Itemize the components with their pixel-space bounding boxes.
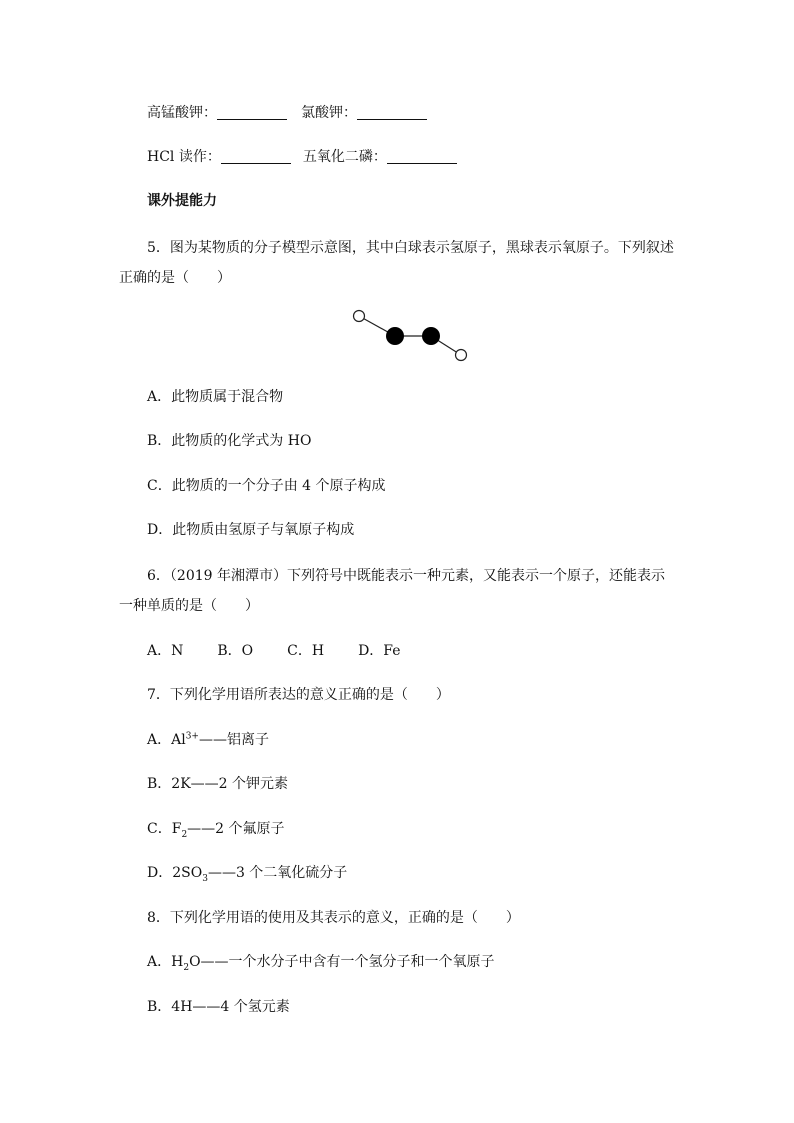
q7-option-c-subscript: 2 xyxy=(181,829,188,840)
section-title: 课外提能力 xyxy=(147,193,217,209)
q7-option-b[interactable]: B．2K——2 个钾元素 xyxy=(147,776,289,792)
q5-option-d[interactable]: D．此物质由氢原子与氧原子构成 xyxy=(147,522,355,538)
q5-option-c[interactable]: C．此物质的一个分子由 4 个原子构成 xyxy=(147,478,386,494)
fill-in-row-2 xyxy=(147,148,457,166)
fill-in-row-1 xyxy=(147,104,427,122)
q6-options-row xyxy=(147,642,401,660)
molecule-diagram xyxy=(340,305,475,365)
kmno4-answer-blank[interactable] xyxy=(217,105,287,120)
q7-option-c-symbol: C．F xyxy=(147,821,182,837)
q8-option-b[interactable]: B．4H——4 个氢元素 xyxy=(147,999,290,1015)
q6-stem-line-2: 一种单质的是（ ） xyxy=(119,598,259,614)
q7-option-c-meaning: ——2 个氟原子 xyxy=(187,821,285,837)
q6-option-c[interactable]: C．H xyxy=(287,643,325,659)
q8-option-a[interactable] xyxy=(147,953,495,971)
q5-option-a[interactable]: A．此物质属于混合物 xyxy=(147,389,284,405)
kmno4-label: 高锰酸钾： xyxy=(147,105,217,121)
oxygen-atom xyxy=(386,327,404,345)
q6-stem-line-1: 6．（2019 年湘潭市）下列符号中既能表示一种元素，又能表示一个原子，还能表示 xyxy=(147,568,665,584)
hydrogen-atom xyxy=(354,311,365,322)
q6-option-a[interactable]: A．N xyxy=(147,643,184,659)
q7-option-a[interactable] xyxy=(147,731,269,749)
p2o5-label: 五氧化二磷： xyxy=(302,149,387,165)
kclo3-answer-blank[interactable] xyxy=(357,105,427,120)
q5-option-b[interactable]: B．此物质的化学式为 HO xyxy=(147,433,312,449)
q7-option-d-meaning: ——3 个二氧化硫分子 xyxy=(207,865,348,881)
q8-option-a-meaning: O——一个水分子中含有一个氢分子和一个氧原子 xyxy=(189,954,495,970)
q7-option-d[interactable] xyxy=(147,864,347,882)
hcl-reading-label: HCl 读作： xyxy=(147,149,221,165)
q7-option-c[interactable] xyxy=(147,820,285,838)
q8-option-a-symbol: A．H xyxy=(147,954,184,970)
q5-stem-line-2: 正确的是（ ） xyxy=(119,270,231,286)
q6-option-d[interactable]: D．Fe xyxy=(358,643,401,659)
q6-option-b[interactable]: B．O xyxy=(217,643,254,659)
oxygen-atom xyxy=(422,327,440,345)
kclo3-label: 氯酸钾： xyxy=(301,105,357,121)
q5-stem-line-1: 5．图为某物质的分子模型示意图，其中白球表示氢原子，黑球表示氧原子。下列叙述 xyxy=(147,240,674,256)
q8-option-a-subscript: 2 xyxy=(183,962,190,973)
hcl-answer-blank[interactable] xyxy=(221,149,291,164)
q7-option-a-symbol: A．Al xyxy=(147,732,186,748)
q7-option-d-subscript: 3 xyxy=(202,873,208,884)
q8-stem: 8．下列化学用语的使用及其表示的意义，正确的是（ ） xyxy=(147,910,520,926)
q7-stem: 7．下列化学用语所表达的意义正确的是（ ） xyxy=(147,687,450,703)
q7-option-a-charge: 3+ xyxy=(185,731,199,742)
p2o5-answer-blank[interactable] xyxy=(387,149,457,164)
hydrogen-atom xyxy=(456,350,467,361)
q7-option-d-symbol: D．2SO xyxy=(147,865,203,881)
q7-option-a-meaning: ——铝离子 xyxy=(198,732,269,748)
